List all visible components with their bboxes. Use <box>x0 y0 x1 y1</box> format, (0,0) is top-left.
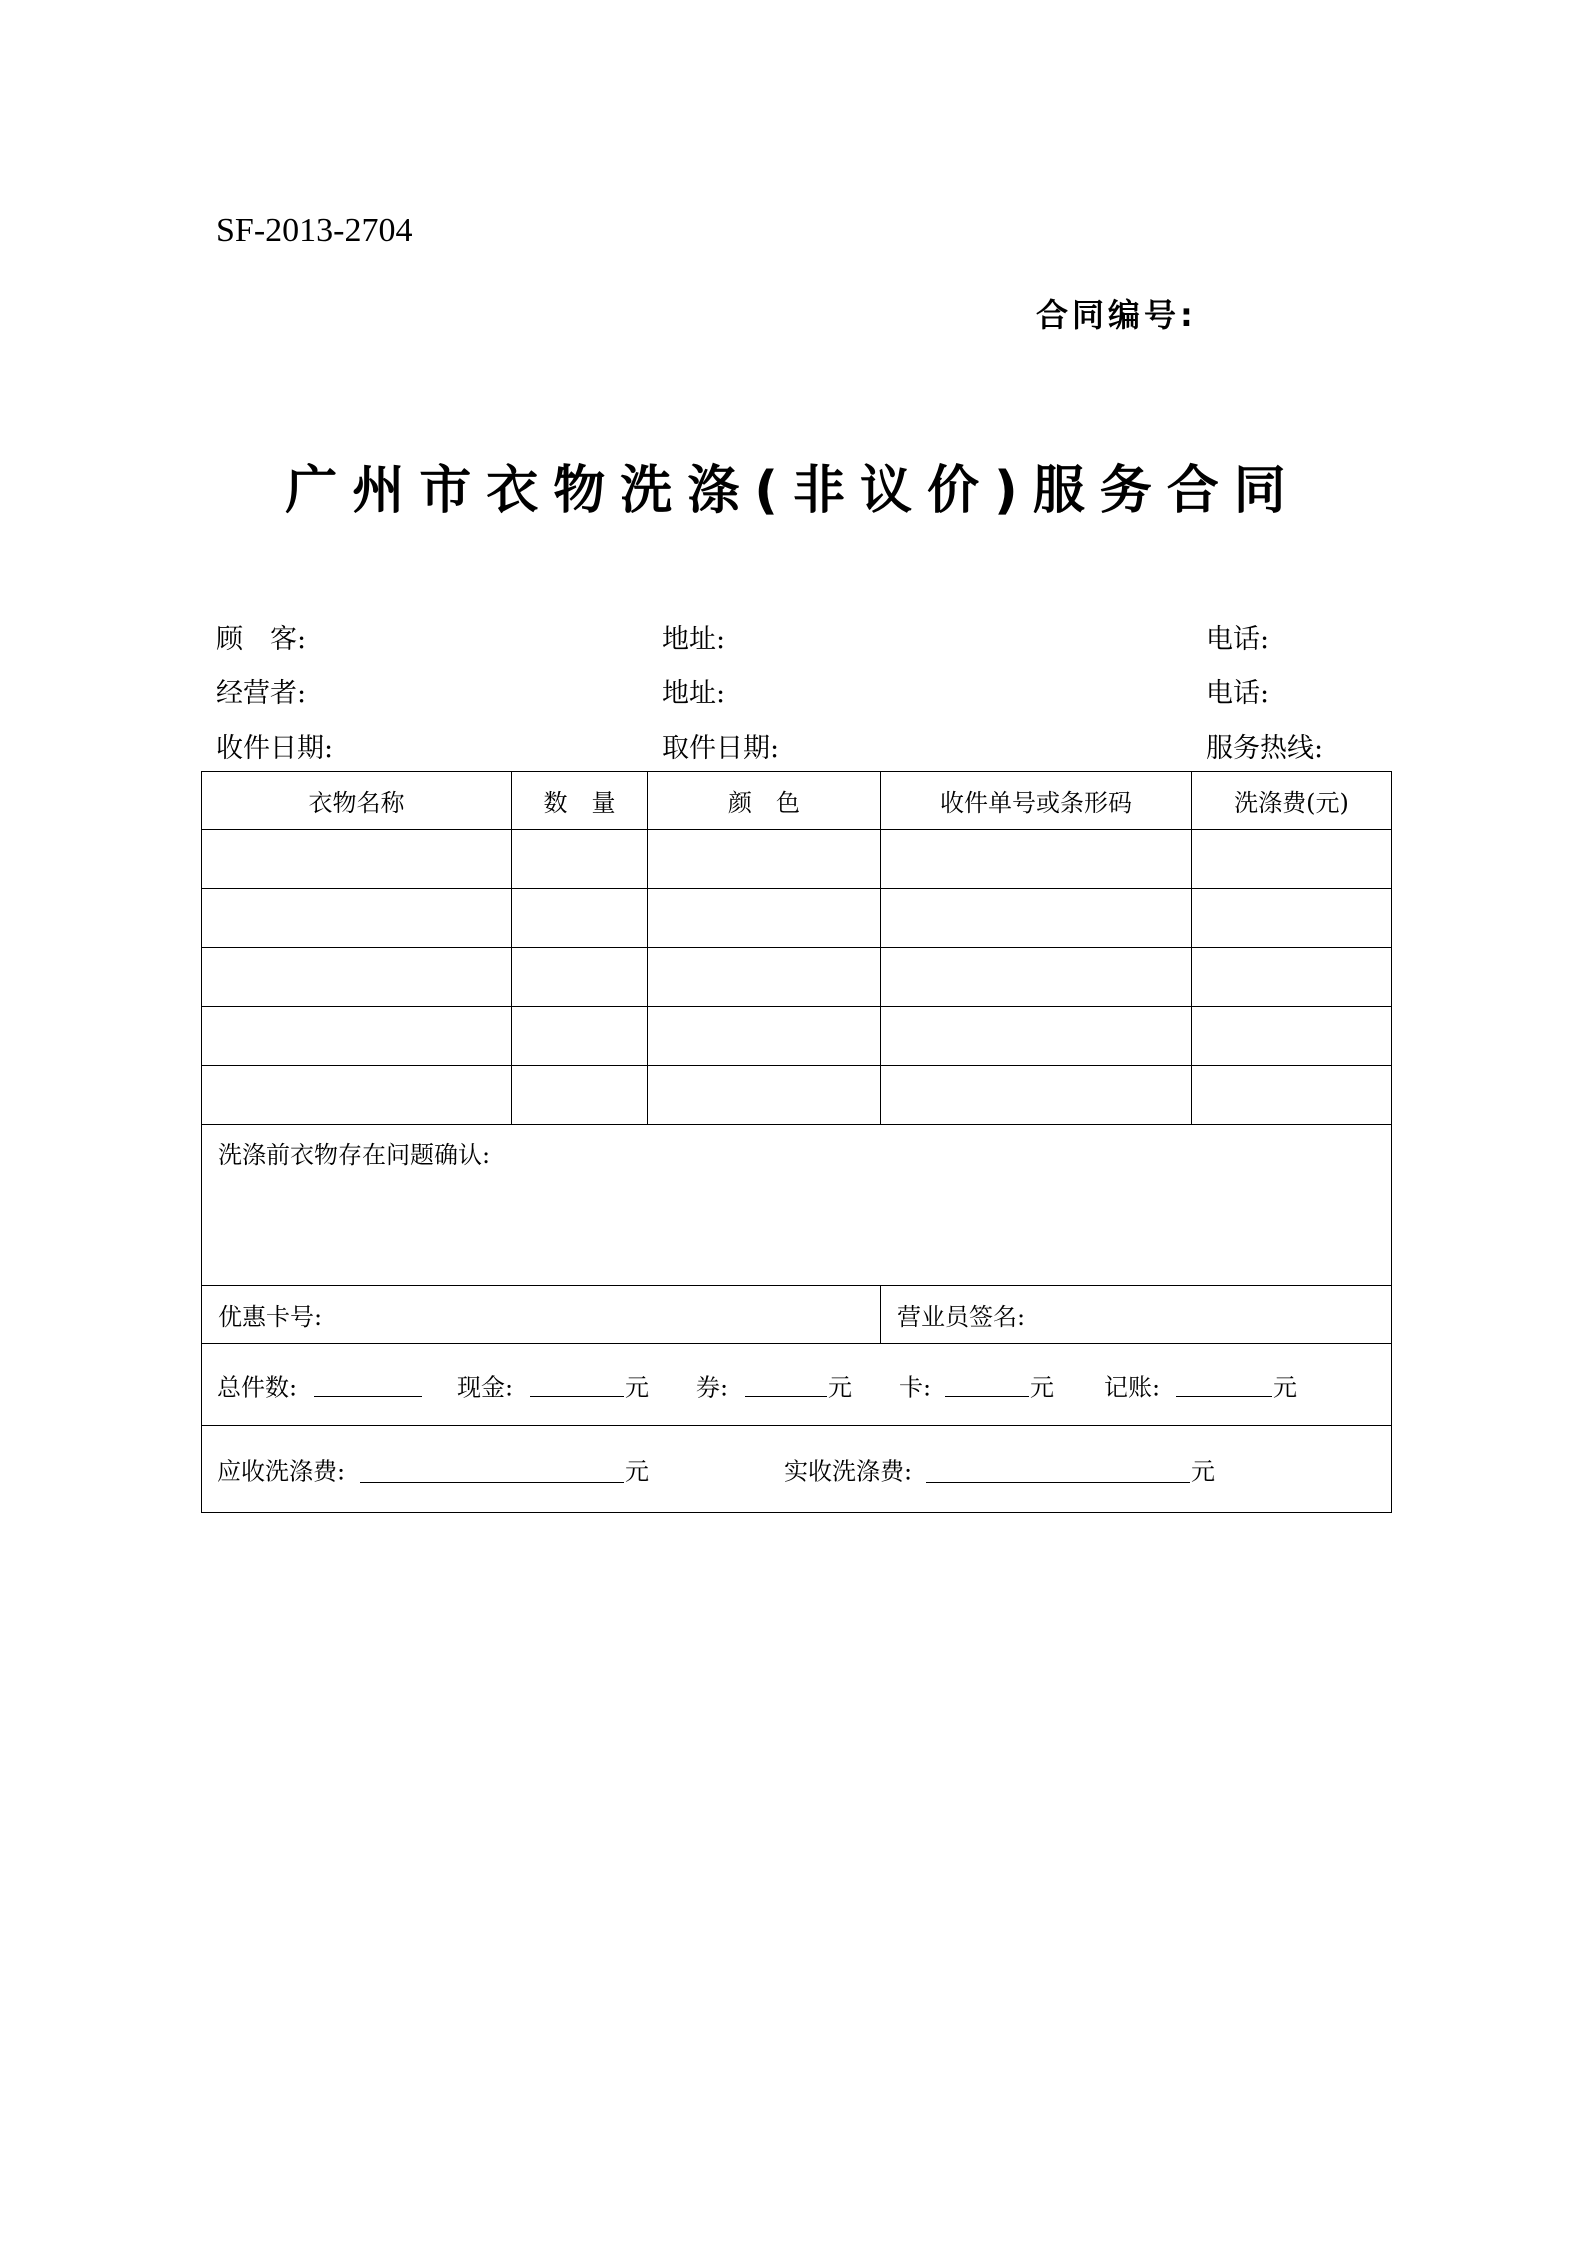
voucher-label: 券: <box>696 1373 729 1401</box>
account-yuan: 元 <box>1273 1373 1297 1401</box>
cell-quantity[interactable] <box>512 830 648 889</box>
header-item-name: 衣物名称 <box>202 772 512 830</box>
receive-date-label: 收件日期: <box>216 733 334 764</box>
cell-color[interactable] <box>648 1007 881 1066</box>
header-wash-fee: 洗涤费(元) <box>1192 772 1392 830</box>
document-code: SF-2013-2704 <box>216 212 413 249</box>
clerk-sign-label: 营业员签名: <box>897 1303 1026 1331</box>
cell-wash-fee[interactable] <box>1192 1066 1392 1125</box>
cell-quantity[interactable] <box>512 948 648 1007</box>
cell-receipt-number[interactable] <box>881 948 1192 1007</box>
card-field[interactable] <box>945 1396 1029 1397</box>
received-yuan: 元 <box>1191 1457 1215 1486</box>
clerk-sign-cell[interactable] <box>881 1286 1392 1344</box>
payment-cell <box>202 1344 1392 1426</box>
table-row <box>202 889 1392 948</box>
cell-item-name[interactable] <box>202 1007 512 1066</box>
cell-wash-fee[interactable] <box>1192 948 1392 1007</box>
card-label: 卡: <box>899 1373 932 1401</box>
total-items-label: 总件数: <box>217 1373 298 1401</box>
cell-wash-fee[interactable] <box>1192 830 1392 889</box>
voucher-field[interactable] <box>745 1396 827 1397</box>
fee-row <box>202 1426 1392 1513</box>
cell-wash-fee[interactable] <box>1192 889 1392 948</box>
cell-color[interactable] <box>648 948 881 1007</box>
received-label: 实收洗涤费: <box>784 1457 913 1486</box>
operator-phone-label: 电话: <box>1206 678 1270 709</box>
contract-number-label: 合同编号: <box>1036 296 1197 334</box>
card-yuan: 元 <box>1030 1373 1054 1401</box>
header-color: 颜 色 <box>648 772 881 830</box>
customer-address-label: 地址: <box>662 624 726 655</box>
receivable-field[interactable] <box>360 1482 624 1483</box>
dates-row <box>0 726 1586 766</box>
cash-field[interactable] <box>530 1396 624 1397</box>
cash-label: 现金: <box>457 1373 514 1401</box>
card-sign-row <box>202 1286 1392 1344</box>
table-row <box>202 830 1392 889</box>
cell-item-name[interactable] <box>202 830 512 889</box>
received-field[interactable] <box>926 1482 1190 1483</box>
cell-color[interactable] <box>648 889 881 948</box>
hotline-label: 服务热线: <box>1206 733 1324 764</box>
header-receipt-number: 收件单号或条形码 <box>881 772 1192 830</box>
operator-address-label: 地址: <box>662 678 726 709</box>
laundry-table <box>201 771 1391 1513</box>
cell-quantity[interactable] <box>512 1066 648 1125</box>
fee-cell <box>202 1426 1392 1513</box>
account-label: 记账: <box>1104 1373 1161 1401</box>
discount-card-cell[interactable] <box>202 1286 881 1344</box>
operator-label: 经营者: <box>216 678 307 709</box>
customer-phone-label: 电话: <box>1206 624 1270 655</box>
cell-receipt-number[interactable] <box>881 1007 1192 1066</box>
cell-quantity[interactable] <box>512 889 648 948</box>
table-row <box>202 1066 1392 1125</box>
cash-yuan: 元 <box>625 1373 649 1401</box>
cell-item-name[interactable] <box>202 948 512 1007</box>
cell-item-name[interactable] <box>202 889 512 948</box>
total-items-field[interactable] <box>314 1396 422 1397</box>
cell-receipt-number[interactable] <box>881 889 1192 948</box>
issues-label: 洗涤前衣物存在问题确认: <box>218 1141 491 1169</box>
discount-card-label: 优惠卡号: <box>218 1303 323 1331</box>
table-header-row <box>202 772 1392 830</box>
voucher-yuan: 元 <box>828 1373 852 1401</box>
issues-cell[interactable] <box>202 1125 1392 1286</box>
table-row <box>202 1007 1392 1066</box>
cell-item-name[interactable] <box>202 1066 512 1125</box>
pickup-date-label: 取件日期: <box>662 733 780 764</box>
cell-receipt-number[interactable] <box>881 1066 1192 1125</box>
cell-quantity[interactable] <box>512 1007 648 1066</box>
cell-wash-fee[interactable] <box>1192 1007 1392 1066</box>
cell-color[interactable] <box>648 830 881 889</box>
issues-row <box>202 1125 1392 1286</box>
cell-receipt-number[interactable] <box>881 830 1192 889</box>
customer-label: 顾 客: <box>216 624 307 655</box>
table-row <box>202 948 1392 1007</box>
account-field[interactable] <box>1176 1396 1272 1397</box>
cell-color[interactable] <box>648 1066 881 1125</box>
receivable-label: 应收洗涤费: <box>217 1457 346 1486</box>
customer-row <box>0 617 1586 657</box>
receivable-yuan: 元 <box>625 1457 649 1486</box>
page-title: 广州市衣物洗涤(非议价)服务合同 <box>285 461 1301 521</box>
payment-row <box>202 1344 1392 1426</box>
operator-row <box>0 671 1586 711</box>
header-quantity: 数 量 <box>512 772 648 830</box>
